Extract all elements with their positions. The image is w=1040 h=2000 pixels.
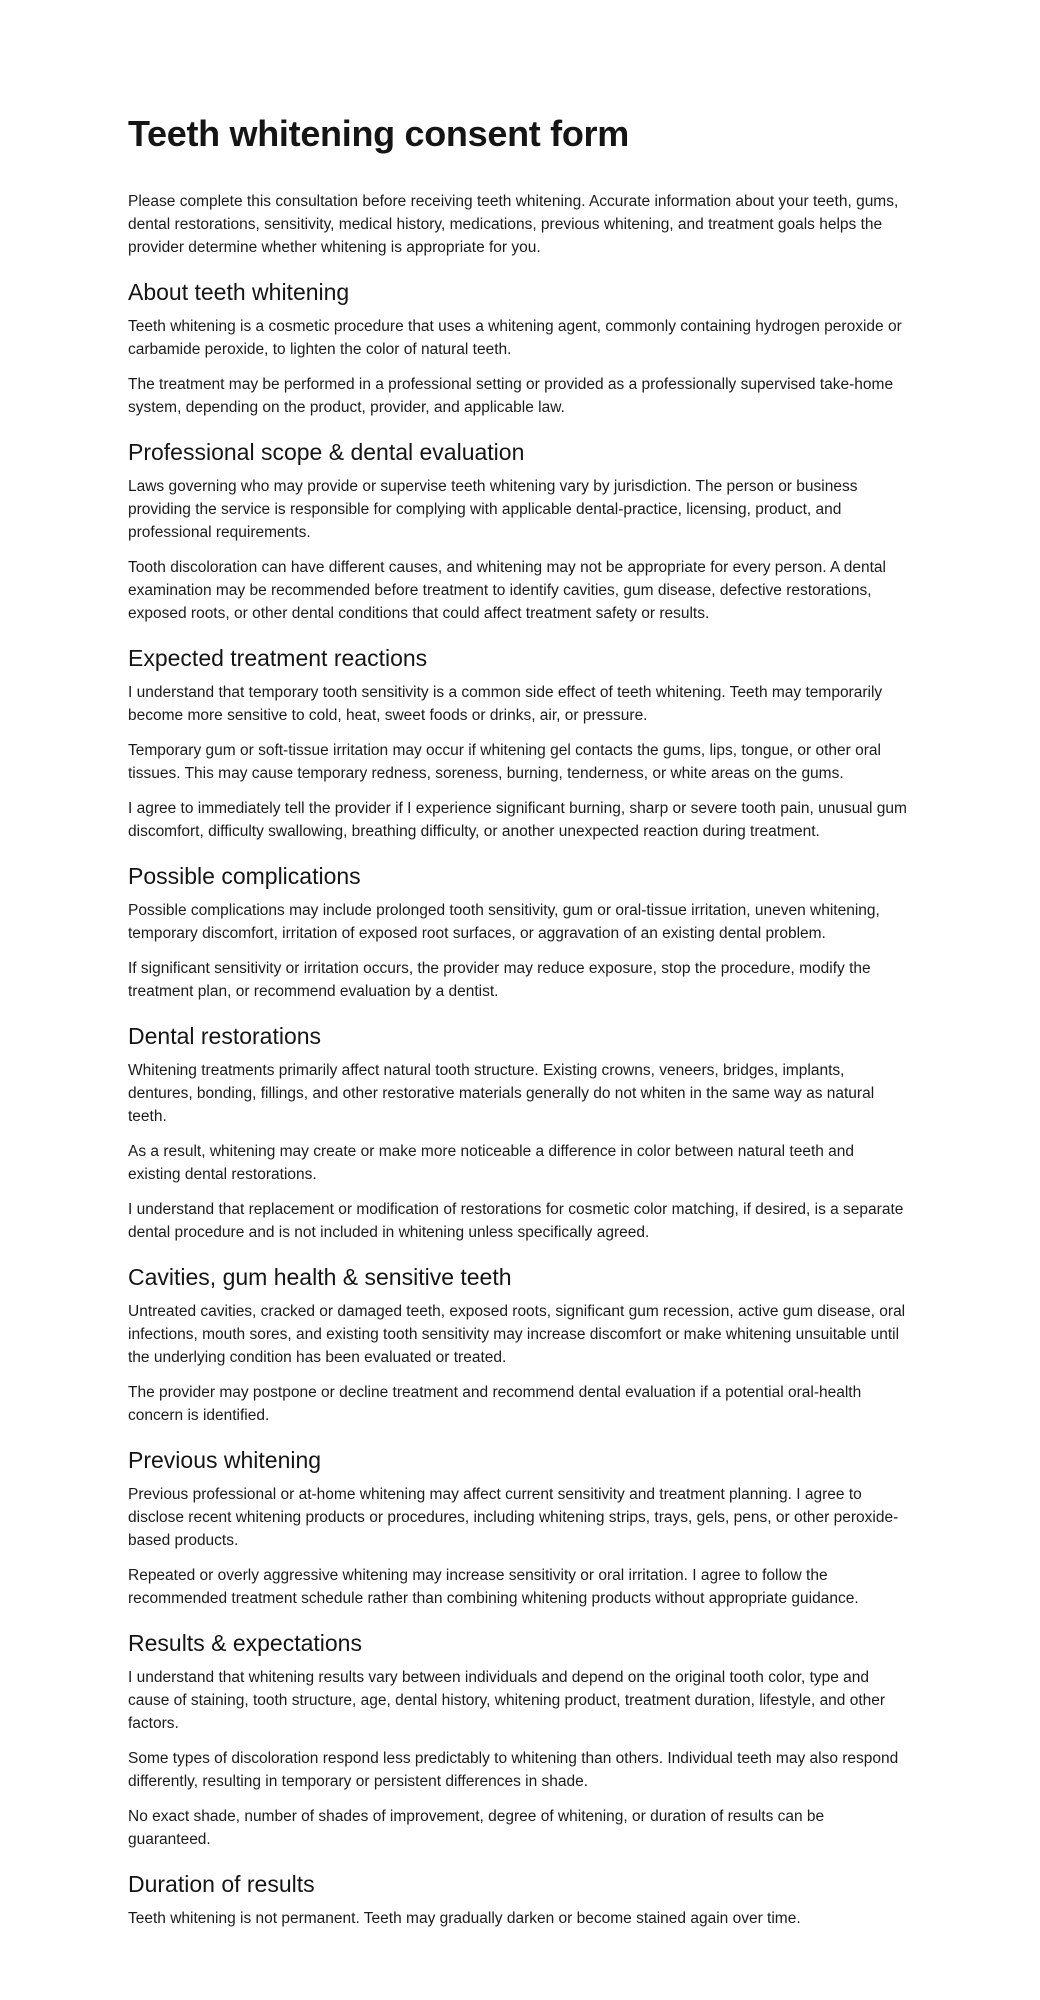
form-section bbox=[128, 1262, 908, 1427]
form-section bbox=[128, 277, 908, 419]
section-paragraph: Teeth whitening is not permanent. Teeth may gradually darken or become stained again over time. bbox=[128, 1910, 801, 1927]
intro-paragraph: Please complete this consultation before receiving teeth whitening. Accurate information about your teeth, gums, dental restorations, sensitivity, medical history, medications, previous whitening, and treatment goals helps the provider determine whether whitening is appropriate for you. bbox=[128, 193, 899, 256]
section-heading: Dental restorations bbox=[128, 1023, 322, 1049]
form-section bbox=[128, 1445, 908, 1610]
section-paragraph: Untreated cavities, cracked or damaged teeth, exposed roots, significant gum recession, active gum disease, oral infections, mouth sores, and existing tooth sensitivity may increase discomfort or make whitening unsuitable until the underlying condition has been evaluated or treated. bbox=[128, 1303, 906, 1366]
section-paragraph: The treatment may be performed in a professional setting or provided as a professionally supervised take-home system, depending on the product, provider, and applicable law. bbox=[128, 376, 894, 416]
section-paragraph: If significant sensitivity or irritation occurs, the provider may reduce exposure, stop the procedure, modify the treatment plan, or recommend evaluation by a dentist. bbox=[128, 960, 871, 1000]
section-paragraph: I understand that temporary tooth sensitivity is a common side effect of teeth whitening. Teeth may temporarily become more sensitive to cold, heat, sweet foods or drinks, air, or pressure. bbox=[128, 684, 883, 724]
section-paragraph: No exact shade, number of shades of improvement, degree of whitening, or duration of results can be guaranteed. bbox=[128, 1808, 825, 1848]
section-paragraph: Previous professional or at-home whitening may affect current sensitivity and treatment planning. I agree to disclose recent whitening products or procedures, including whitening strips, trays, gels, pens, or other peroxide-based products. bbox=[128, 1486, 899, 1549]
section-paragraph: The provider may postpone or decline treatment and recommend dental evaluation if a potential oral-health concern is identified. bbox=[128, 1384, 862, 1424]
section-heading: Possible complications bbox=[128, 863, 361, 889]
section-paragraph: Temporary gum or soft-tissue irritation may occur if whitening gel contacts the gums, lips, tongue, or other oral tissues. This may cause temporary redness, soreness, burning, tenderness, or white areas on the gums. bbox=[128, 742, 881, 782]
form-section bbox=[128, 1021, 908, 1244]
section-heading: Duration of results bbox=[128, 1871, 315, 1897]
consent-form-content bbox=[128, 108, 908, 1930]
section-heading: About teeth whitening bbox=[128, 279, 350, 305]
section-paragraph: Laws governing who may provide or supervise teeth whitening vary by jurisdiction. The person or business providing the service is responsible for complying with applicable dental-practice, licensing, product, and professional requirements. bbox=[128, 478, 858, 541]
section-paragraph: Whitening treatments primarily affect natural tooth structure. Existing crowns, veneers, bridges, implants, dentures, bonding, fillings, and other restorative materials generally do not whiten in the same way as natural teeth. bbox=[128, 1062, 875, 1125]
section-heading: Professional scope & dental evaluation bbox=[128, 439, 525, 465]
section-heading: Cavities, gum health & sensitive teeth bbox=[128, 1264, 512, 1290]
section-heading: Previous whitening bbox=[128, 1447, 322, 1473]
section-heading: Results & expectations bbox=[128, 1630, 362, 1656]
section-paragraph: I understand that replacement or modification of restorations for cosmetic color matching, if desired, is a separate dental procedure and is not included in whitening unless specifically agreed. bbox=[128, 1201, 904, 1241]
section-paragraph: Possible complications may include prolonged tooth sensitivity, gum or oral-tissue irritation, uneven whitening, temporary discomfort, irritation of exposed root surfaces, or aggravation of an existing dental problem. bbox=[128, 902, 880, 942]
section-paragraph: Tooth discoloration can have different causes, and whitening may not be appropriate for every person. A dental examination may be recommended before treatment to identify cavities, gum disease, defective restorations, exposed roots, or other dental conditions that could affect treatment safety or results. bbox=[128, 559, 886, 622]
section-paragraph: As a result, whitening may create or make more noticeable a difference in color between natural teeth and existing dental restorations. bbox=[128, 1143, 855, 1183]
form-section bbox=[128, 437, 908, 625]
section-paragraph: I agree to immediately tell the provider if I experience significant burning, sharp or severe tooth pain, unusual gum discomfort, difficulty swallowing, breathing difficulty, or another unexpected reaction during treatment. bbox=[128, 800, 907, 840]
form-section bbox=[128, 643, 908, 843]
form-sections bbox=[128, 277, 908, 1930]
form-section bbox=[128, 1628, 908, 1851]
section-paragraph: I understand that whitening results vary between individuals and depend on the original tooth color, type and cause of staining, tooth structure, age, dental history, whitening product, treatment duration, lifestyle, and other factors. bbox=[128, 1669, 886, 1732]
form-section bbox=[128, 861, 908, 1003]
section-paragraph: Some types of discoloration respond less predictably to whitening than others. Individual teeth may also respond differently, resulting in temporary or persistent differences in shade. bbox=[128, 1750, 899, 1790]
section-paragraph: Teeth whitening is a cosmetic procedure that uses a whitening agent, commonly containing hydrogen peroxide or carbamide peroxide, to lighten the color of natural teeth. bbox=[128, 318, 902, 358]
form-section bbox=[128, 1869, 908, 1930]
section-paragraph: Repeated or overly aggressive whitening may increase sensitivity or oral irritation. I agree to follow the recommended treatment schedule rather than combining whitening products without appropriate guidance. bbox=[128, 1567, 859, 1607]
page-title: Teeth whitening consent form bbox=[128, 113, 629, 154]
section-heading: Expected treatment reactions bbox=[128, 645, 428, 671]
